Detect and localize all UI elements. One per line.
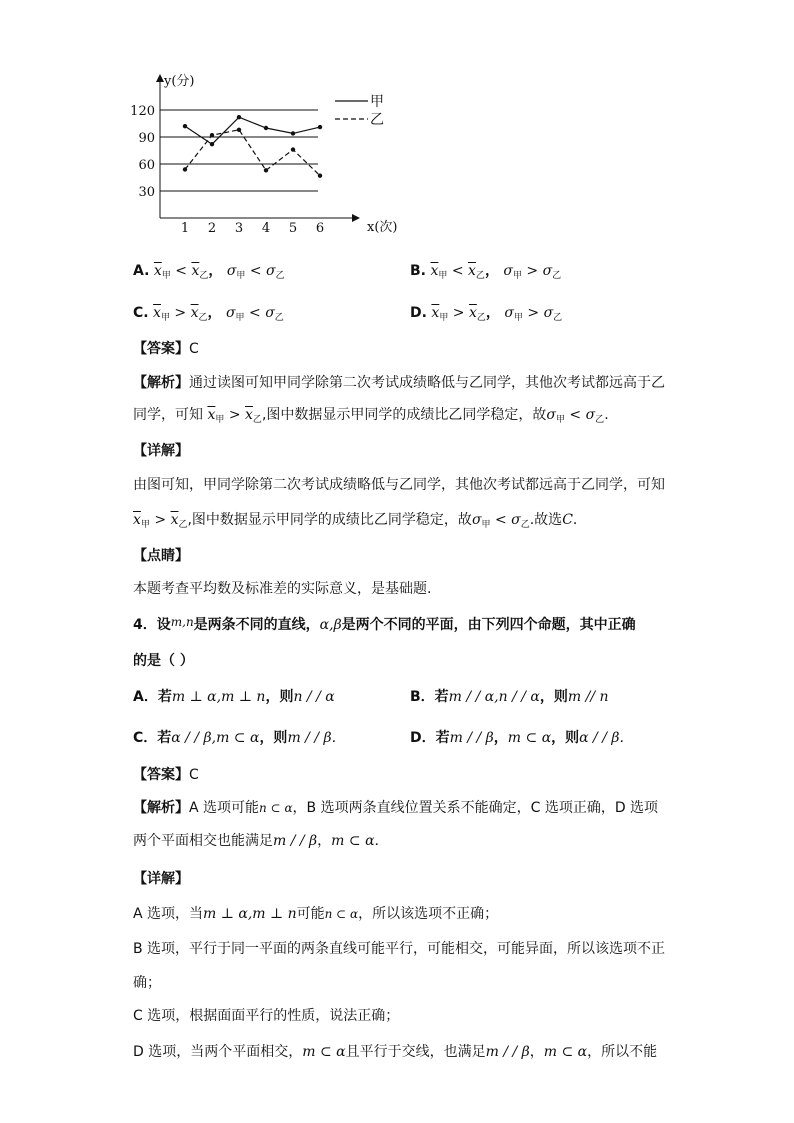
question-text: 是两个不同的平面，由下列四个命题，其中正确: [341, 617, 636, 633]
math-inline: m / / α,n / / α: [448, 689, 540, 705]
subscript: 乙: [552, 271, 562, 281]
q4-answer: [133, 764, 199, 784]
option-letter: A.: [133, 263, 150, 279]
series-line-solid: [185, 117, 320, 144]
math-inline: n ⊂ α: [324, 907, 359, 921]
mean-symbol: $\overline{x}$: [430, 263, 439, 279]
line-chart: [130, 68, 420, 240]
detail-text: 确；: [133, 975, 161, 991]
y-tick-label: 30: [138, 185, 155, 200]
data-point: [264, 126, 268, 130]
analysis-label: 【解析】: [133, 800, 189, 816]
option-letter: C.: [133, 305, 149, 321]
subscript: 甲: [215, 415, 225, 425]
detail-text: ，所以不能: [587, 1044, 658, 1060]
y-tick-label: 90: [138, 131, 155, 146]
mean-symbol: $\overline{x}$: [133, 512, 141, 528]
sigma-symbol: σ: [266, 263, 276, 279]
q4-analysis-line2: [133, 830, 379, 850]
analysis-text: A 选项可能: [189, 800, 260, 816]
detail-text: B 选项，平行于同一平面的两条直线可能平行，可能相交，可能异面，所以该选项不正: [133, 941, 666, 957]
q4-option-b: [410, 686, 609, 706]
option-text: ，则: [539, 689, 568, 705]
subscript: 甲: [235, 313, 245, 323]
analysis-text: 通过读图可知甲同学除第二次考试成绩略低与乙同学，其他次考试都远高于乙: [189, 375, 665, 391]
mean-symbol: $\overline{x}$: [468, 263, 476, 279]
detail-label: 【详解】: [133, 443, 189, 459]
separator: ，: [317, 833, 332, 849]
math-inline: m / / β: [485, 1044, 530, 1060]
data-point: [237, 115, 241, 119]
chart-legend: [335, 94, 384, 128]
data-point: [183, 124, 187, 128]
q4-detail-c: [133, 1005, 399, 1025]
x-tick-label: 6: [315, 221, 325, 236]
q4-analysis-line1: [133, 797, 658, 817]
mean-symbol: $\overline{x}$: [191, 263, 200, 279]
operator: >: [228, 407, 241, 423]
math-inline: m / / β: [273, 833, 318, 849]
subscript: 甲: [140, 520, 150, 530]
operator: <: [249, 305, 261, 321]
subscript: 乙: [252, 415, 262, 425]
answer-label: 【答案】: [133, 767, 189, 783]
q3-point-text: [133, 578, 431, 598]
option-text: ，则: [259, 730, 288, 746]
data-point: [210, 133, 214, 137]
detail-text: 且平行于交线，也满足: [345, 1044, 486, 1060]
operator: <: [451, 263, 464, 279]
mean-symbol: $\overline{x}$: [153, 305, 161, 321]
sigma-symbol: σ: [543, 305, 554, 321]
x-tick-label: 2: [207, 221, 217, 236]
subscript: 乙: [475, 271, 485, 281]
chart-series: [183, 115, 322, 178]
subscript: 甲: [512, 271, 522, 281]
q3-detail-label: [133, 440, 189, 460]
math-inline: α / / β.: [579, 730, 624, 746]
subscript: 乙: [476, 313, 486, 323]
sigma-symbol: σ: [546, 407, 556, 423]
separator: ，: [207, 305, 222, 321]
math-inline: m / / β: [449, 730, 494, 746]
sigma-symbol: σ: [471, 512, 482, 528]
q4-detail-b-line1: [133, 938, 665, 958]
separator: ，: [529, 1044, 544, 1060]
mean-symbol: $\overline{x}$: [170, 512, 179, 528]
q3-option-b: [410, 260, 561, 281]
detail-text: D 选项，当两个平面相交，: [133, 1044, 303, 1060]
subscript: 乙: [198, 313, 208, 323]
sigma-symbol: σ: [265, 305, 275, 321]
subscript: 甲: [513, 313, 523, 323]
math-inline: m ⊥ α,m ⊥ n: [203, 906, 297, 922]
legend-label: 乙: [370, 112, 384, 128]
x-tick-labels: [181, 221, 324, 236]
operator: <: [494, 512, 507, 528]
y-axis-label: y(分): [164, 74, 195, 89]
detail-text: A 选项，当: [133, 906, 204, 922]
operator: >: [174, 305, 187, 321]
operator: >: [527, 305, 540, 321]
x-tick-label: 3: [234, 221, 244, 236]
q3-option-a: [133, 260, 285, 281]
operator: >: [154, 512, 167, 528]
math-inline: α / / β,m ⊂ α: [171, 730, 260, 746]
mean-symbol: $\overline{x}$: [468, 305, 477, 321]
detail-text: ,图中数据显示甲同学的成绩比乙同学稳定，故: [187, 512, 472, 528]
point-text: 本题考查平均数及标准差的实际意义，是基础题.: [133, 581, 432, 597]
math-inline: m / / β.: [287, 730, 337, 746]
question-text: 4．设: [133, 617, 171, 633]
answer-value: C: [189, 767, 199, 783]
subscript: 乙: [178, 520, 188, 530]
operator: <: [569, 407, 582, 423]
sigma-symbol: σ: [226, 263, 237, 279]
y-tick-label: 120: [130, 104, 155, 119]
mean-symbol: $\overline{x}$: [431, 305, 440, 321]
data-point: [264, 168, 268, 172]
math-inline: m ⊂ α.: [331, 833, 379, 849]
q3-analysis-line2: [133, 404, 609, 425]
option-text: ，则: [551, 730, 580, 746]
operator: <: [175, 263, 187, 279]
detail-text: 由图可知，甲同学除第二次考试成绩略低与乙同学，其他次考试都远高于乙同学，可知: [133, 477, 665, 493]
mean-symbol: $\overline{x}$: [190, 305, 199, 321]
point-label: 【点睛】: [133, 548, 189, 564]
y-tick-labels: [130, 104, 155, 200]
q3-point-label: [133, 545, 189, 565]
x-tick-label: 1: [180, 221, 190, 236]
operator: <: [249, 263, 262, 279]
sigma-symbol: σ: [503, 263, 513, 279]
math-inline: n ⊂ α: [259, 801, 293, 815]
x-tick-label: 4: [261, 221, 271, 236]
q4-detail-d: [133, 1041, 657, 1061]
x-tick-label: 5: [288, 221, 298, 236]
subscript: 甲: [481, 520, 491, 530]
option-letter: C．若: [133, 730, 172, 746]
math-inline: α,β: [319, 617, 342, 633]
q4-stem-line1: [133, 614, 636, 634]
separator: ，: [208, 263, 223, 279]
mean-symbol: $\overline{x}$: [245, 407, 253, 423]
operator: >: [526, 263, 539, 279]
sigma-symbol: σ: [504, 305, 514, 321]
separator: ，: [484, 263, 499, 279]
math-inline: n / / α: [293, 689, 335, 705]
q4-option-d: [410, 727, 624, 747]
data-point: [237, 128, 241, 132]
subscript: 乙: [595, 415, 605, 425]
data-point: [291, 147, 295, 151]
subscript: 乙: [274, 313, 284, 323]
legend-label: 甲: [370, 94, 384, 110]
subscript: 乙: [275, 271, 285, 281]
analysis-text: 同学，可知: [133, 407, 203, 423]
data-point: [318, 125, 322, 129]
q4-detail-b-line2: [133, 972, 161, 992]
q3-analysis-line1: [133, 372, 665, 392]
subscript: 甲: [439, 313, 449, 323]
analysis-label: 【解析】: [133, 375, 189, 391]
sigma-symbol: σ: [511, 512, 521, 528]
subscript: 甲: [160, 313, 170, 323]
subscript: 乙: [553, 313, 563, 323]
detail-text: ，所以该选项不正确；: [358, 906, 499, 922]
choice-letter: C: [562, 512, 573, 528]
math-inline: m ⊂ α: [507, 730, 552, 746]
math-inline: m,n: [170, 615, 194, 629]
mean-symbol: $\overline{x}$: [207, 407, 216, 423]
option-letter: D．若: [410, 730, 450, 746]
option-letter: B．若: [410, 689, 449, 705]
subscript: 乙: [520, 520, 530, 530]
data-point: [318, 174, 322, 178]
math-inline: m ⊂ α: [302, 1044, 346, 1060]
sigma-symbol: σ: [225, 305, 236, 321]
separator: ，: [485, 305, 500, 321]
subscript: 乙: [199, 271, 209, 281]
answer-label: 【答案】: [133, 341, 189, 357]
period: .: [604, 407, 609, 423]
q4-option-c: [133, 727, 336, 747]
x-axis-label: x(次): [367, 220, 398, 235]
option-text: ，则: [265, 689, 294, 705]
q4-stem-line2: [133, 650, 194, 670]
mean-symbol: $\overline{x}$: [153, 263, 162, 279]
option-letter: B.: [410, 263, 426, 279]
answer-value: C: [189, 341, 199, 357]
data-point: [210, 142, 214, 146]
math-inline: m ⊥ α,m ⊥ n: [171, 689, 266, 705]
operator: >: [452, 305, 465, 321]
subscript: 甲: [236, 271, 246, 281]
analysis-text: ，B 选项两条直线位置关系不能确定，C 选项正确，D 选项: [292, 800, 659, 816]
option-letter: A．若: [133, 689, 172, 705]
detail-text: C 选项，根据面面平行的性质，说法正确；: [133, 1008, 400, 1024]
q3-option-c: [133, 302, 284, 323]
option-letter: D.: [410, 305, 427, 321]
q3-detail-line2: [133, 509, 577, 530]
data-point: [291, 131, 295, 135]
sigma-symbol: σ: [585, 407, 596, 423]
q4-detail-label: [133, 868, 189, 888]
subscript: 甲: [555, 415, 565, 425]
analysis-text: 两个平面相交也能满足: [133, 833, 273, 849]
analysis-text: ,图中数据显示甲同学的成绩比乙同学稳定，故: [261, 407, 547, 423]
subscript: 甲: [161, 271, 171, 281]
data-point: [183, 167, 187, 171]
subscript: 甲: [438, 271, 448, 281]
detail-text: 可能: [296, 906, 325, 922]
q3-option-d: [410, 302, 562, 323]
q4-detail-a: [133, 903, 498, 923]
q3-detail-line1: [133, 474, 665, 494]
separator: ，: [493, 730, 508, 746]
period: .: [572, 512, 578, 528]
sigma-symbol: σ: [542, 263, 553, 279]
detail-label: 【详解】: [133, 871, 189, 887]
math-inline: m ⊂ α: [543, 1044, 588, 1060]
question-text: 的是（ ）: [133, 653, 194, 669]
q4-option-a: [133, 686, 335, 706]
detail-text: .故选: [529, 512, 563, 528]
math-inline: m // n: [567, 689, 609, 705]
y-tick-label: 60: [138, 158, 155, 173]
question-text: 是两条不同的直线，: [193, 617, 320, 633]
q3-answer: [133, 338, 199, 358]
